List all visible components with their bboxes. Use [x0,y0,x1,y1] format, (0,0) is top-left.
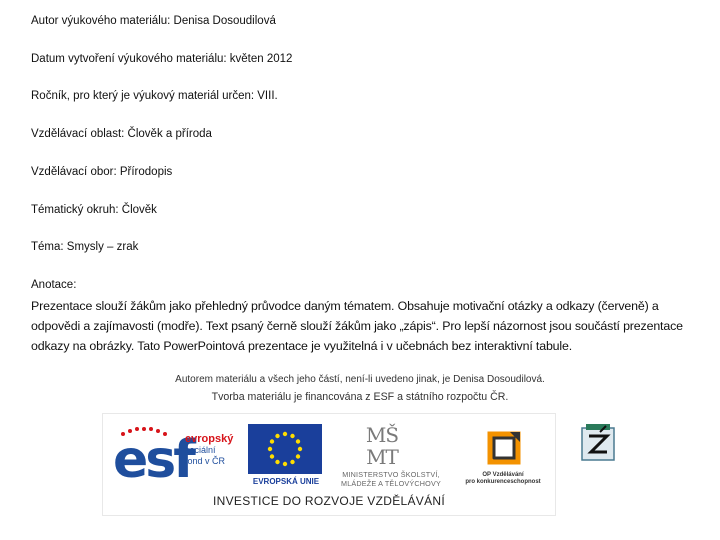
meta-subject [31,166,172,178]
meta-label: Vzdělávací oblast: [31,128,125,140]
meta-grade [31,90,278,102]
school-logo-icon [580,422,616,462]
meta-label: Autor výukového materiálu: [31,15,171,27]
meta-topic [31,241,138,253]
meta-value: Člověk a příroda [124,128,212,140]
eu-flag-icon [248,424,322,474]
msmt-caption-line1: MINISTERSTVO ŠKOLSTVÍ, [342,470,440,479]
op-caption-line1: OP Vzdělávání [482,472,524,478]
meta-author [31,15,276,27]
meta-topic-area [31,204,157,216]
op-vk-logo-icon [480,426,528,472]
meta-value: Denisa Dosoudilová [170,15,276,27]
meta-value: VIII. [254,90,278,102]
eu-stars-icon [248,424,322,474]
funding-banner [102,413,556,516]
svg-text:MŠ: MŠ [365,423,399,447]
meta-area [31,128,212,140]
meta-value: Člověk [118,204,157,216]
author-note: Autorem materiálu a všech jeho částí, není-li uvedeno jinak, je Denisa Dosoudilová. [175,374,545,385]
funding-note: Tvorba materiálu je financována z ESF a státního rozpočtu ČR. [211,391,509,403]
anotace-text: Prezentace slouží žákům jako přehledný průvodce daným tématem. Obsahuje motivační otázky a odkazy (červeně) a odpovědi a zajímavosti (modře). Text psaný černě slouží žákům jako „zápis“. Pro lepší názornost jsou součástí prezentace odkazy na obrázky. Tato PowerPointová prezentace je využitelná i v učebnách bez interaktivní tabule. [31,299,683,353]
anotace-heading: Anotace: [31,279,77,291]
meta-label: Datum vytvoření výukového materiálu: [31,53,227,65]
esf-text [185,434,233,467]
esf-letters: esf [113,430,193,490]
esf-line3: fond v ČR [185,456,226,466]
msmt-logo [358,422,406,468]
meta-value: květen 2012 [226,53,293,65]
msmt-emblem-icon [358,422,406,468]
msmt-caption [329,470,453,488]
meta-label: Tématický okruh: [31,204,119,216]
op-caption [453,472,553,486]
investice-text: INVESTICE DO ROZVOJE VZDĚLÁVÁNÍ [212,494,445,508]
svg-text:MT: MT [366,445,398,468]
meta-date [31,53,292,65]
esf-line1: evropský [185,433,234,445]
meta-value: Smysly – zrak [63,241,139,253]
meta-label: Téma: [31,241,64,253]
eu-caption: EVROPSKÁ UNIE [252,477,320,486]
esf-line2: sociální [185,445,216,455]
meta-label: Ročník, pro který je výukový materiál určen: [31,90,255,102]
meta-value: Přírodopis [116,166,173,178]
msmt-caption-line2: MLÁDEŽE A TĚLOVÝCHOVY [341,479,441,488]
esf-logo [113,424,241,488]
op-caption-line2: pro konkurenceschopnost [465,479,541,485]
meta-label: Vzdělávací obor: [31,166,117,178]
